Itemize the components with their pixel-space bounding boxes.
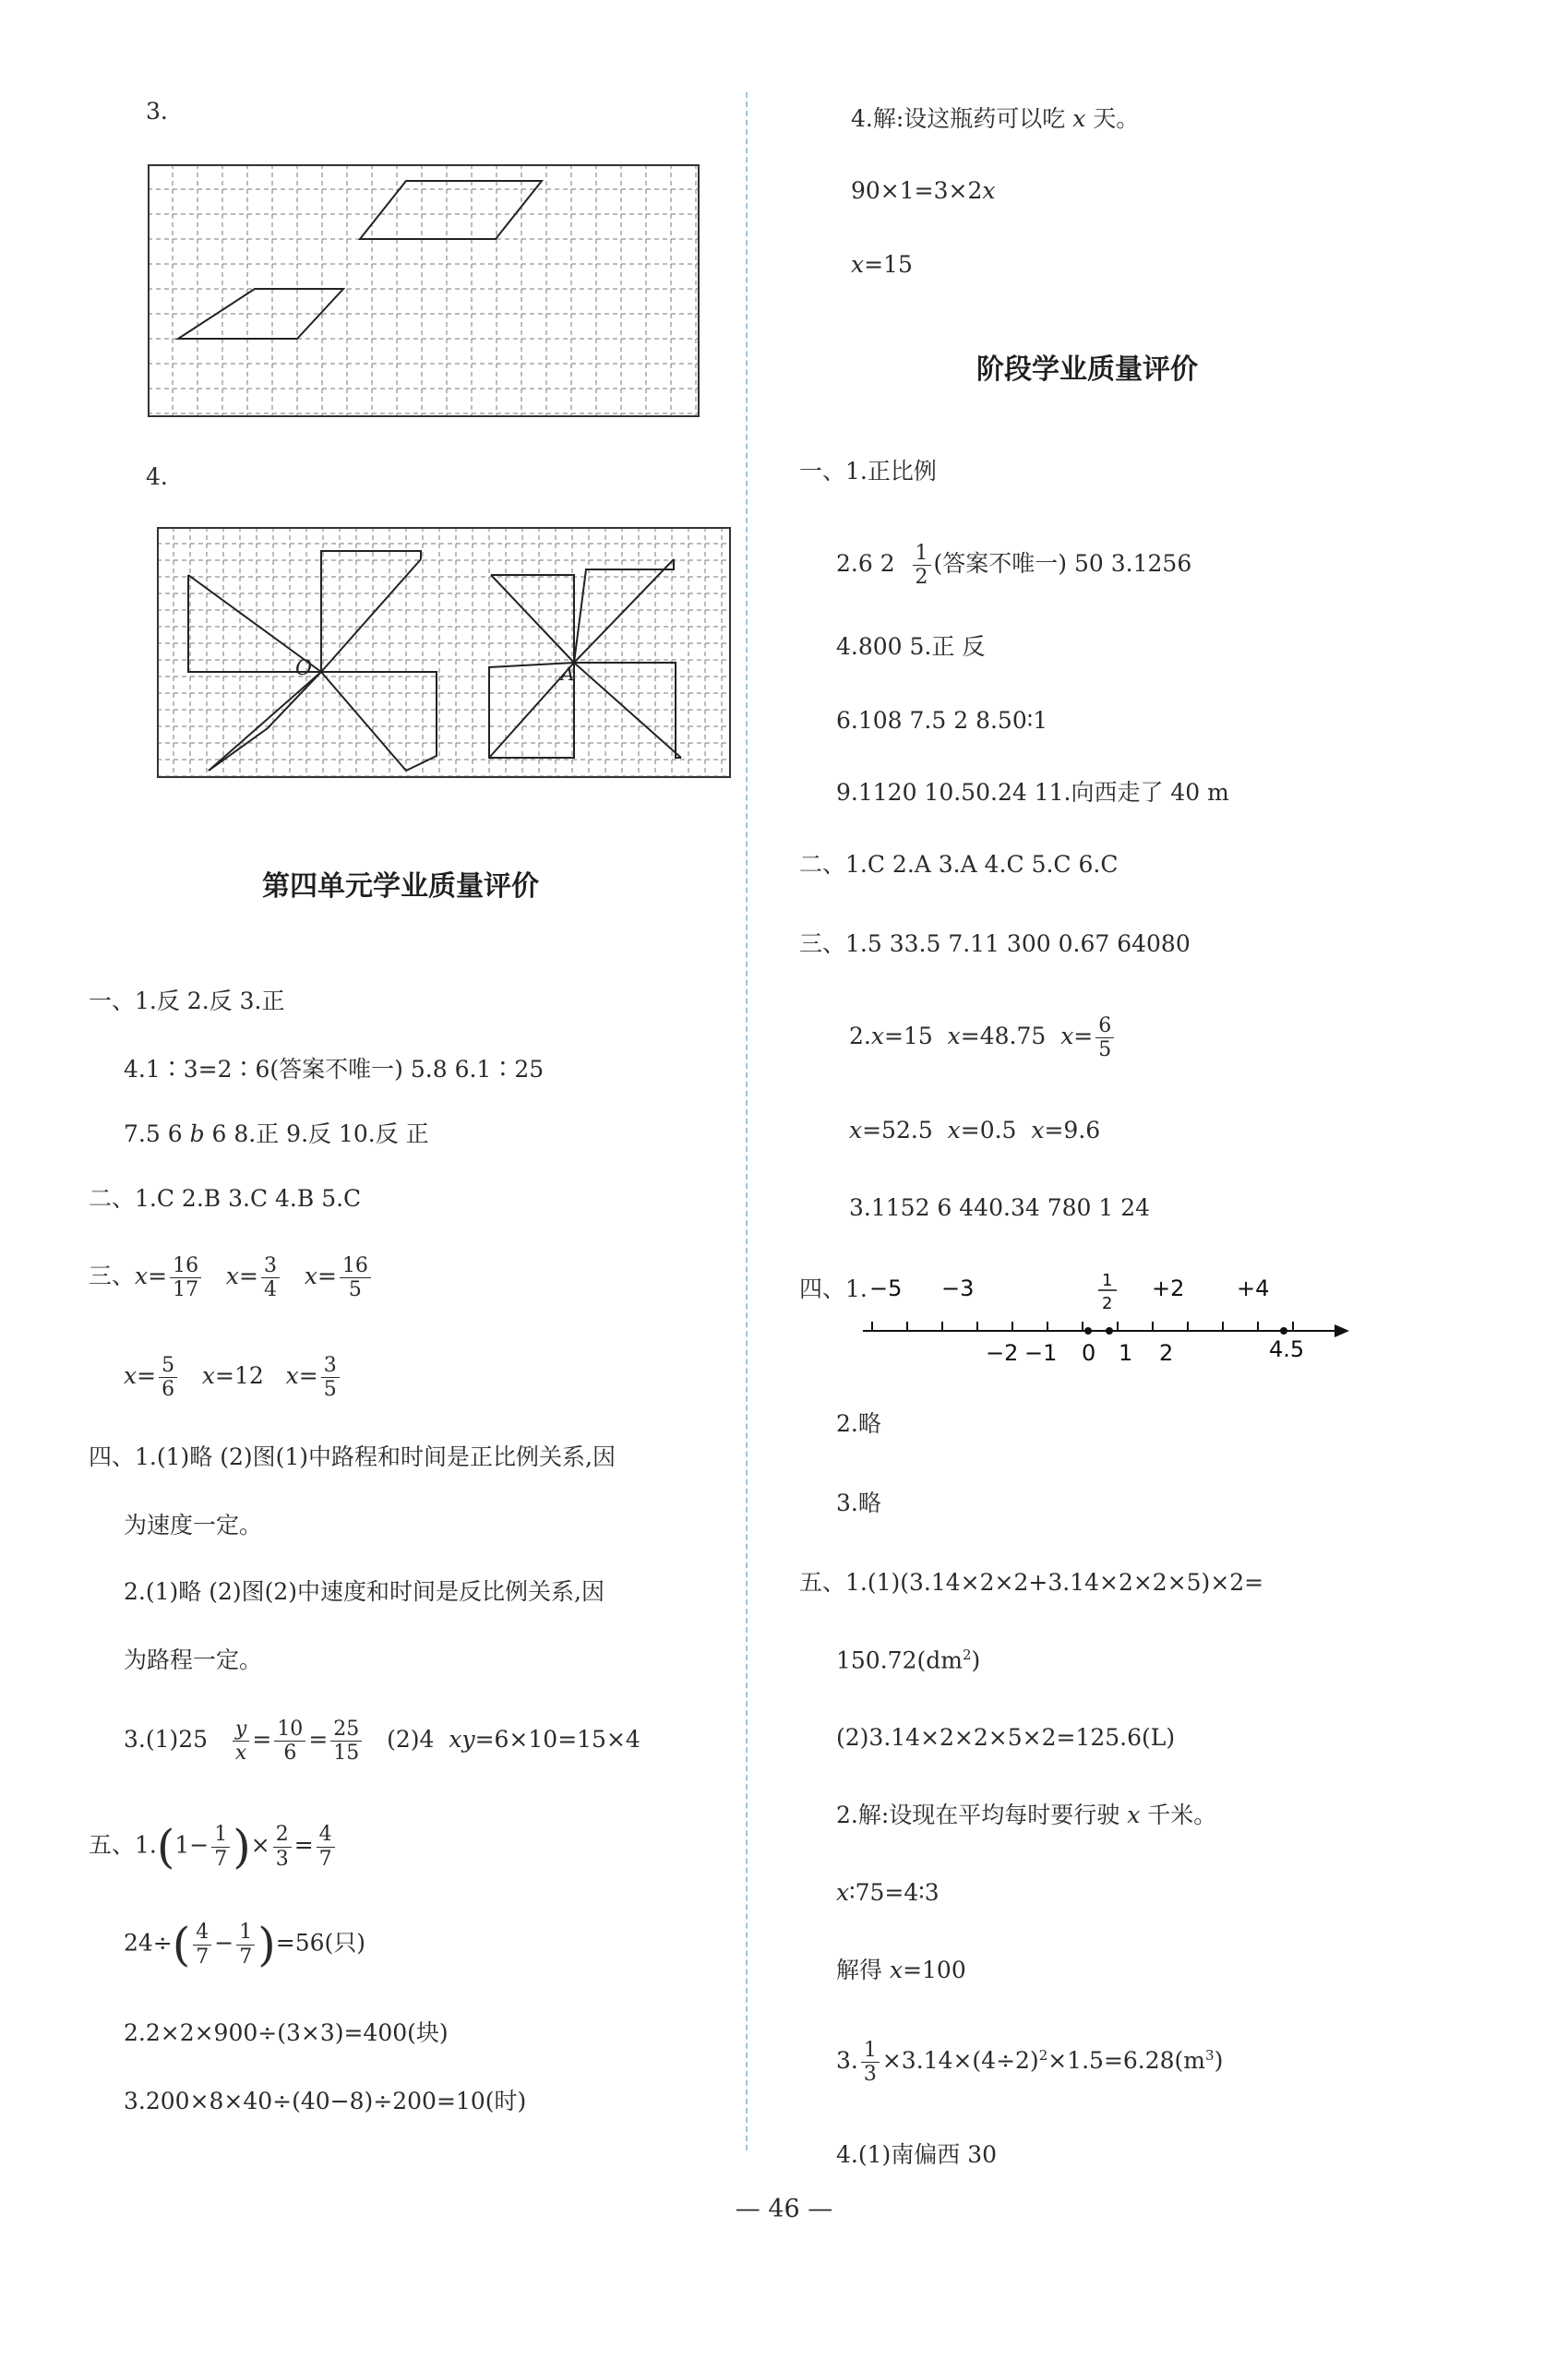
unit4-title: 第四单元学业质量评价 bbox=[262, 870, 539, 903]
stage-title: 阶段学业质量评价 bbox=[976, 353, 1198, 386]
r-s4-2: 2.略 bbox=[836, 1410, 881, 1437]
l-s5-1b: 24÷( $\frac{4}{7}$ − $\frac{1}{7}$ )=56(只) bbox=[124, 1918, 366, 1971]
r-s4-prefix: 四、1. bbox=[799, 1275, 868, 1302]
label-half-d: 2 bbox=[1102, 1294, 1113, 1313]
l-s4-2a: 2.(1)略 (2)图(2)中速度和时间是反比例关系,因 bbox=[124, 1578, 604, 1605]
r-s1-9: 9.1120 10.50.24 11.向西走了 40 m bbox=[836, 779, 1229, 806]
r-s5-2b: x∶75=4∶3 bbox=[836, 1879, 940, 1906]
l-s3-row2: x= $\frac{5}{6}$ x=12 x= $\frac{3}{5}$ bbox=[124, 1355, 342, 1400]
point-zero bbox=[1084, 1327, 1092, 1335]
r-s5-1a: 五、1.(1)(3.14×2×2+3.14×2×2×5)×2= bbox=[799, 1569, 1264, 1596]
question-4-label: 4. bbox=[146, 463, 168, 490]
grid-figure-4 bbox=[157, 527, 731, 778]
r-s5-2a: 2.解:设现在平均每时要行驶 x 千米。 bbox=[836, 1802, 1217, 1828]
r-s3-3: 3.1152 6 440.34 780 1 24 bbox=[849, 1194, 1151, 1221]
l-s3-row1: 三、x= $\frac{16}{17}$ x= $\frac{3}{4}$ x= $\frac{16}{5}$ bbox=[89, 1255, 374, 1300]
r-s2: 二、1.C 2.A 3.A 4.C 5.C 6.C bbox=[799, 851, 1119, 878]
r-s1-2: 2.6 2 $\frac{1}{2}$ (答案不唯一) 50 3.1256 bbox=[836, 542, 1192, 590]
r-s5-2c: 解得 x=100 bbox=[836, 1957, 966, 1983]
label-four-point-five: 4.5 bbox=[1269, 1336, 1305, 1362]
r-s5-1b: $150.72(dm^2)$ bbox=[836, 1647, 981, 1674]
l-s1-line-c: 7.5 6 b 6 8.正 9.反 10.反 正 bbox=[124, 1120, 429, 1147]
r-s4-3: 3.略 bbox=[836, 1490, 881, 1516]
point-o-label: O bbox=[295, 657, 313, 680]
l-s4-1b: 为速度一定。 bbox=[124, 1512, 263, 1539]
point-half bbox=[1106, 1327, 1113, 1335]
label-neg5: −5 bbox=[869, 1275, 903, 1301]
point-four-point-five bbox=[1280, 1327, 1287, 1335]
r-s3-2-row2: x=52.5 x=0.5 x=9.6 bbox=[849, 1117, 1101, 1144]
l-s5-2: 2.2×2×900÷(3×3)=400(块) bbox=[124, 2019, 449, 2046]
grid-figure-3 bbox=[148, 164, 700, 417]
label-two: 2 bbox=[1159, 1340, 1174, 1366]
question-3-label: 3. bbox=[146, 98, 168, 125]
r-s3-1: 三、1.5 33.5 7.11 300 0.67 64080 bbox=[799, 930, 1191, 957]
r-s1-6: 6.108 7.5 2 8.50∶1 bbox=[836, 707, 1048, 734]
r-s5-4: 4.(1)南偏西 30 bbox=[836, 2141, 998, 2168]
label-neg1: −1 bbox=[1024, 1340, 1058, 1366]
label-neg3: −3 bbox=[941, 1275, 975, 1301]
l-s4-1a: 四、1.(1)略 (2)图(1)中路程和时间是正比例关系,因 bbox=[89, 1443, 616, 1470]
l-s4-2b: 为路程一定。 bbox=[124, 1647, 263, 1673]
r-s3-2-row1: 2.x=15 x=48.75 x= $\frac{6}{5}$ bbox=[849, 1015, 1117, 1060]
parallelogram-lower bbox=[178, 289, 343, 339]
r-s5-3: 3. $\frac{1}{3}$ $\times 3.14\times(4\div 2)^2\times 1.5=6.28(m^3)$ bbox=[836, 2039, 1224, 2087]
l-s2: 二、1.C 2.B 3.C 4.B 5.C bbox=[89, 1185, 362, 1212]
label-plus4: +4 bbox=[1237, 1275, 1270, 1301]
l-s5-3: 3.200×8×40÷(40−8)÷200=10(时) bbox=[124, 2088, 527, 2114]
label-plus2: +2 bbox=[1152, 1275, 1185, 1301]
r-s5-1c: (2)3.14×2×2×5×2=125.6(L) bbox=[836, 1724, 1176, 1751]
r-q4-c: x=15 bbox=[851, 251, 913, 278]
r-s1-1: 一、1.正比例 bbox=[799, 458, 937, 485]
r-q4-a: 4.解:设这瓶药可以吃 x 天。 bbox=[851, 105, 1140, 132]
l-s1-line-a: 一、1.反 2.反 3.正 bbox=[89, 988, 285, 1014]
label-half-n: 1 bbox=[1102, 1271, 1113, 1290]
label-neg2: −2 bbox=[986, 1340, 1019, 1366]
l-s4-3: 3.(1)25 $\frac{y}{x}$ = $\frac{10}{6}$ = $\frac{25}{15}$ (2)4 xy=6×10=15×4 bbox=[124, 1718, 640, 1766]
label-one: 1 bbox=[1119, 1340, 1133, 1366]
point-a-label: A bbox=[561, 663, 575, 685]
l-s5-1a: 五、1.(1− $\frac{1}{7}$ )× $\frac{2}{3}$ = $\frac{4}{7}$ bbox=[89, 1824, 338, 1870]
r-s1-4: 4.800 5.正 反 bbox=[836, 633, 986, 660]
page-number: — 46 — bbox=[735, 2195, 833, 2223]
l-s1-line-b: 4.1∶3=2∶6(答案不唯一) 5.8 6.1∶25 bbox=[124, 1056, 545, 1083]
label-zero: 0 bbox=[1082, 1340, 1096, 1366]
column-divider bbox=[746, 92, 748, 2150]
r-q4-b: 90×1=3×2x bbox=[851, 177, 996, 204]
number-line bbox=[858, 1264, 1357, 1375]
